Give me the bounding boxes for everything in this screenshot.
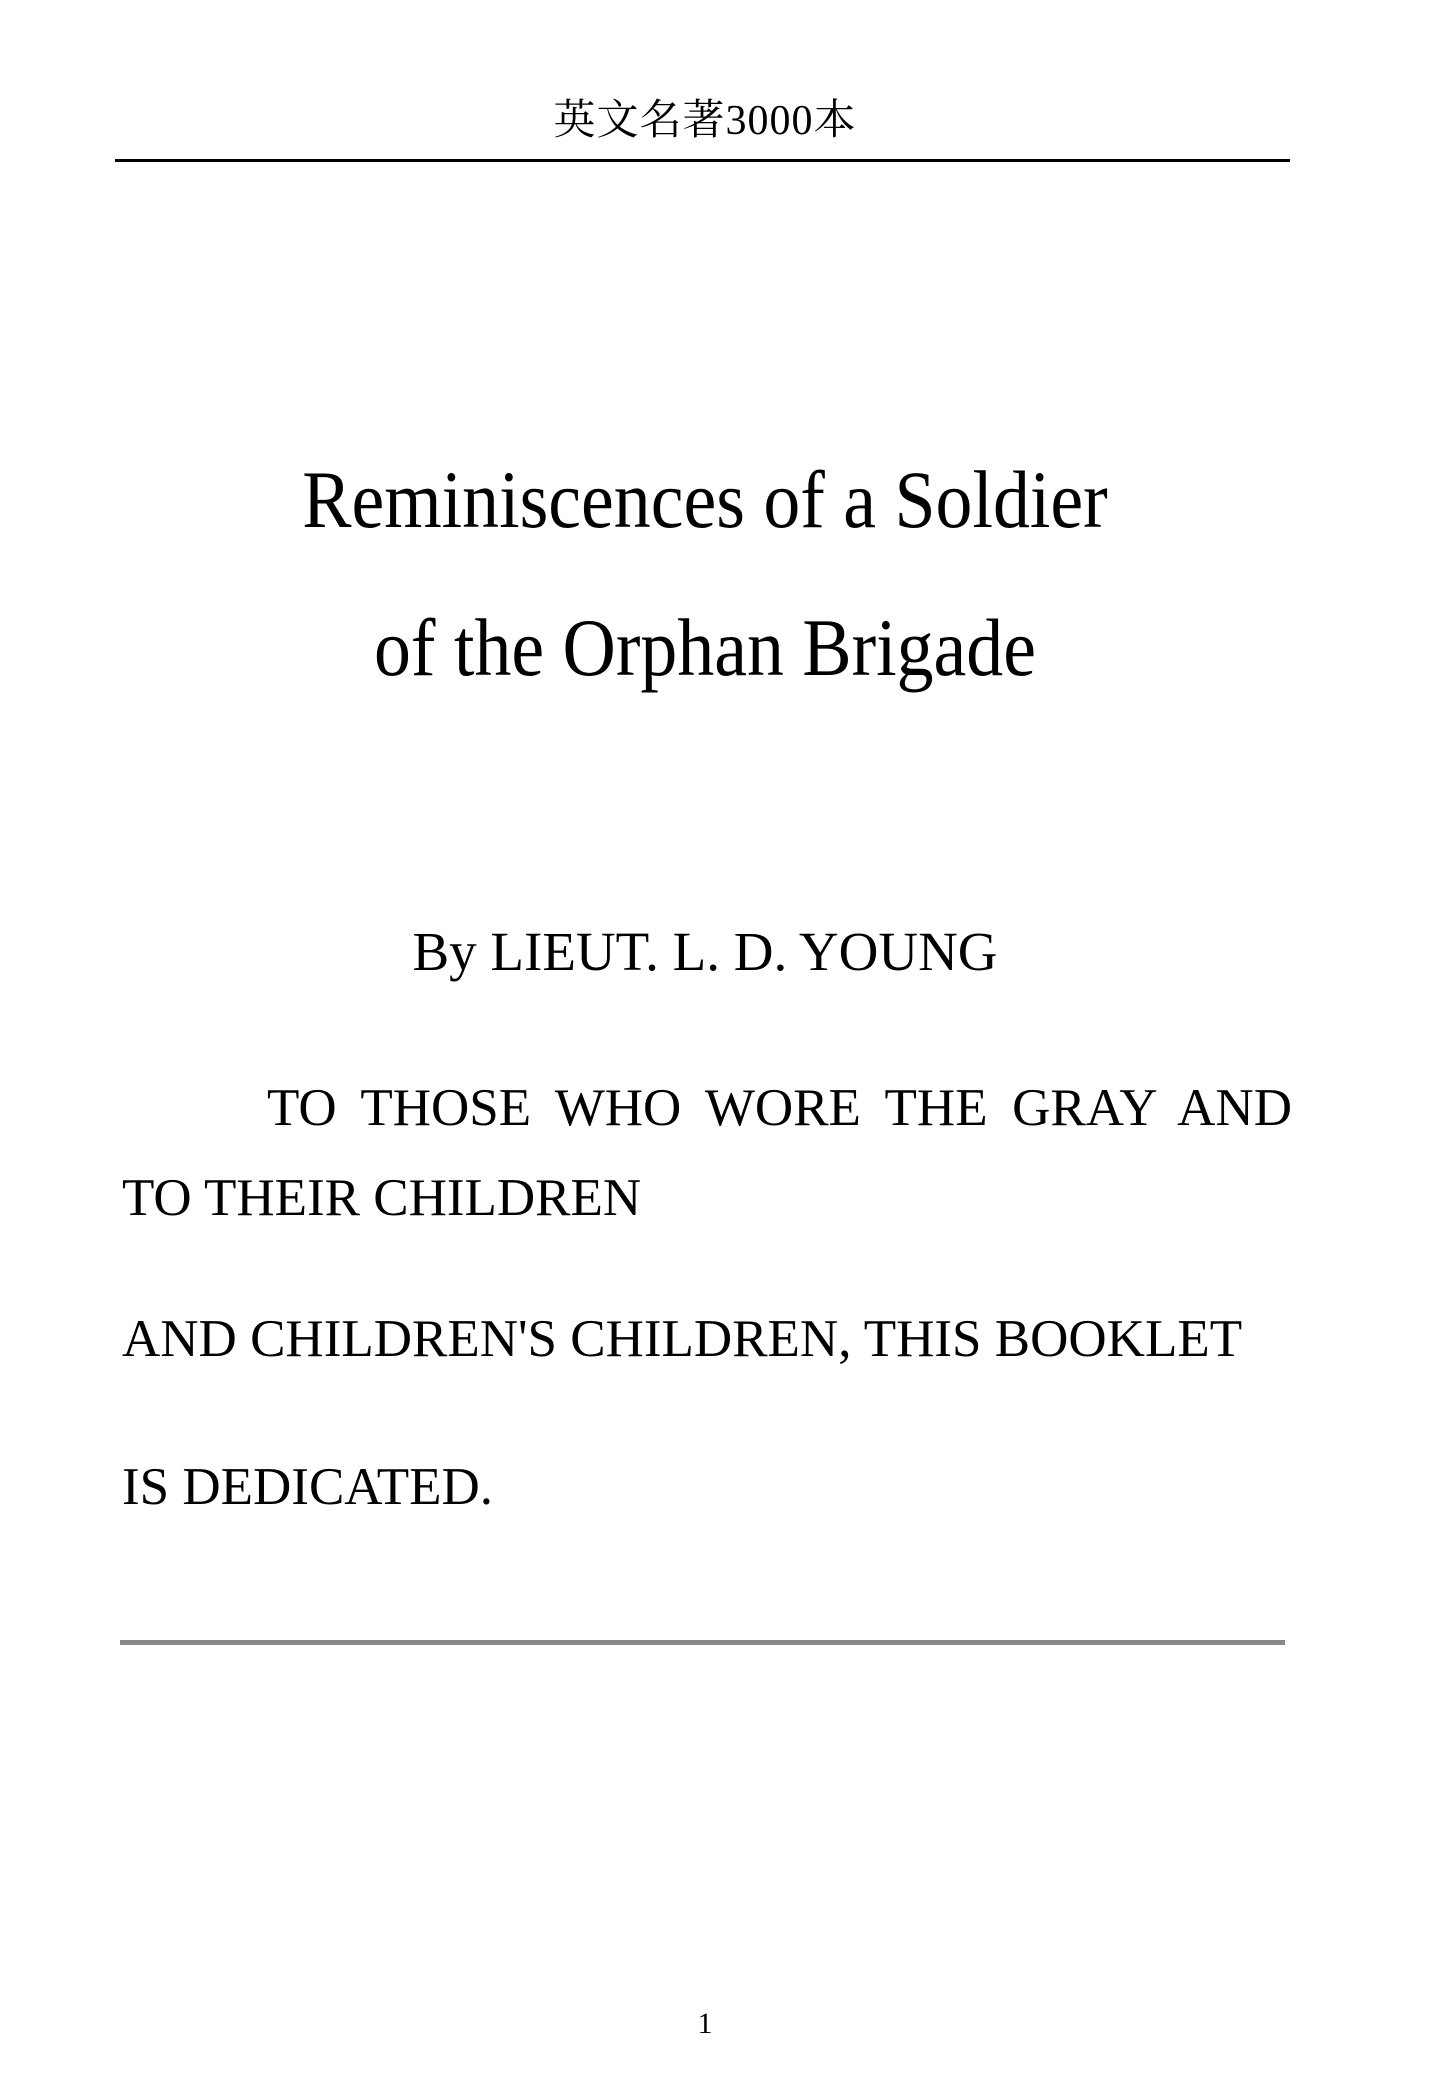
- book-title-line-1: Reminiscences of a Soldier: [302, 454, 1108, 545]
- book-title-line-2: of the Orphan Brigade: [374, 602, 1036, 693]
- running-header: 英文名著3000本: [553, 98, 857, 144]
- page-number: 1: [697, 2007, 713, 2040]
- author-byline: By LIEUT. L. D. YOUNG: [412, 921, 998, 982]
- dedication-paragraph-3: IS DEDICATED.: [122, 1458, 493, 1516]
- header-rule: [115, 159, 1290, 162]
- dedication-paragraph-2: AND CHILDREN'S CHILDREN, THIS BOOKLET: [122, 1310, 1243, 1368]
- section-divider: [120, 1640, 1285, 1645]
- dedication-paragraph-1: TO THOSE WHO WORE THE GRAY AND TO THEIR CHILDREN: [122, 1079, 1292, 1227]
